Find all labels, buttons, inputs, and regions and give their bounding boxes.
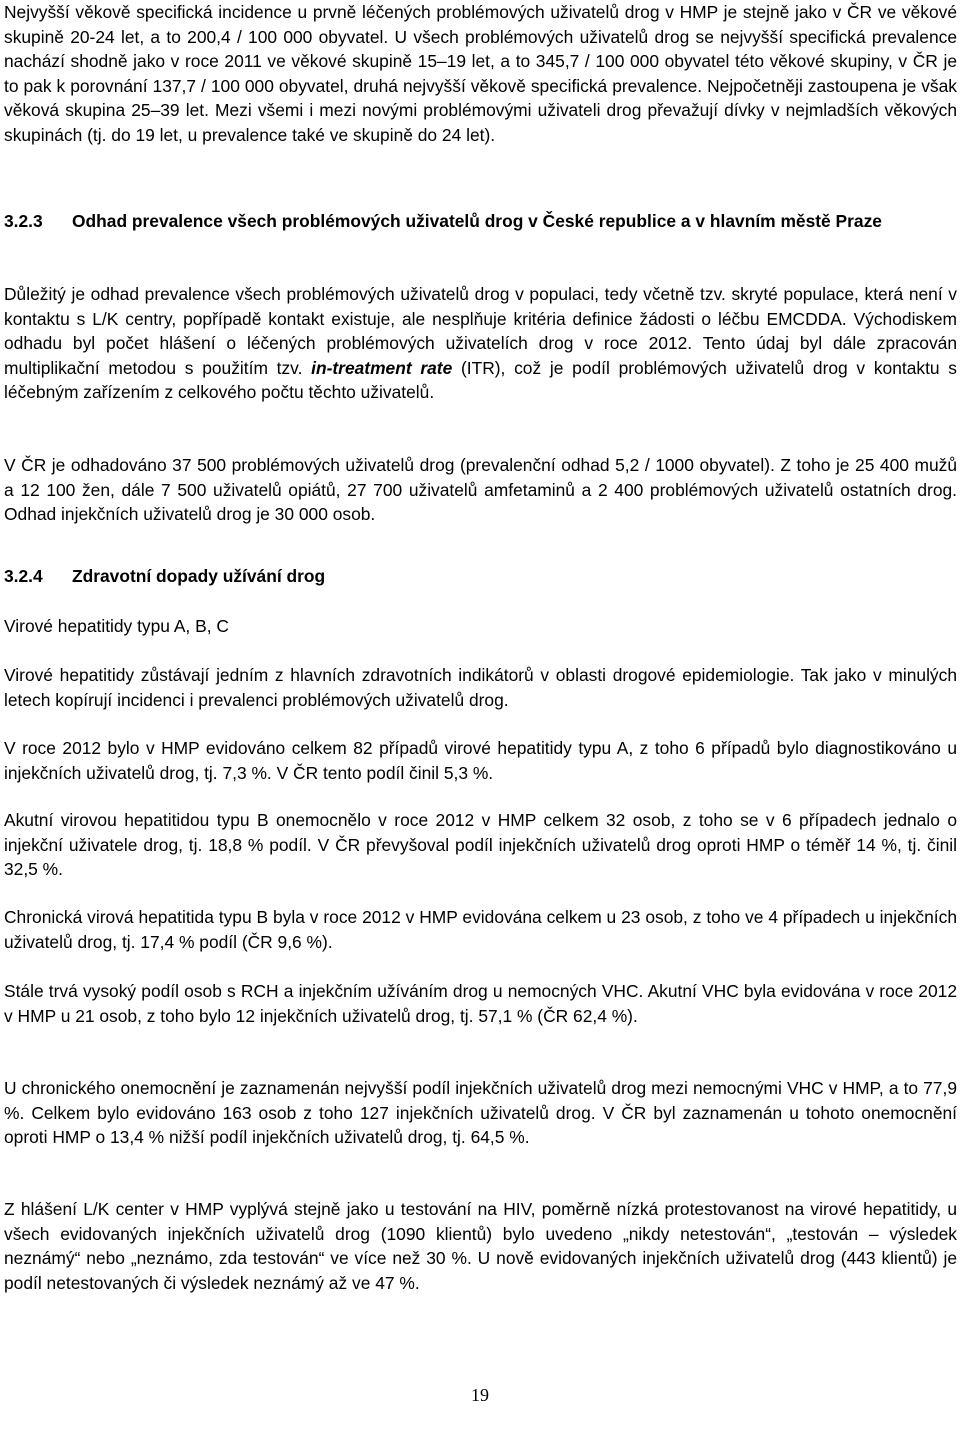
paragraph-text: Důležitý je odhad prevalence všech problémových uživatelů drog v populaci, tedy včetně tzv. skryté populace, která není v kontaktu s L/K centry, popřípadě kontakt existuje, ale nesplňuje kritéria definice žádosti o léčbu EMCDDA. Východiskem odhadu byl počet hlášení o léčených problémových uživatelích drog v roce 2012. Tento údaj byl dále zpracován multiplikační metodou s použitím tzv. [4,284,957,378]
paragraph-hepatitis-b-chronic [4,905,957,954]
paragraph-viral-hepatitis [4,663,957,712]
itr-term: in-treatment rate [311,357,453,378]
paragraph-text-container [4,282,957,405]
paragraph-text: U chronického onemocnění je zaznamenán nejvyšší podíl injekčních uživatelů drog mezi nemocnými VHC v HMP, a to 77,9 %. Celkem bylo evidováno 163 osob z toho 127 injekčních uživatelů drog. V ČR byl zaznamenán u tohoto onemocnění oproti HMP o 13,4 % nižší podíl injekčních uživatelů drog, tj. 64,5 %. [4,1078,957,1147]
section-heading-3-2-3 [4,209,957,234]
subheading-text: Virové hepatitidy typu A, B, C [4,616,229,636]
paragraph-text: V roce 2012 bylo v HMP evidováno celkem 82 případů virové hepatitidy typu A, z toho 6 případů bylo diagnostikováno u injekčních uživatelů drog, tj. 7,3 %. V ČR tento podíl činil 5,3 %. [4,738,957,783]
paragraph-vhc-chronic [4,1076,957,1150]
section-number: 3.2.4 [4,566,43,586]
paragraph-vhc-acute [4,979,957,1028]
paragraph-hepatitis-a [4,736,957,785]
paragraph-cr-estimate [4,453,957,527]
paragraph-lk-centers [4,1197,957,1295]
paragraph-text-continued: (ITR), což je podíl problémových uživatelů drog v kontaktu s léčebným zařízením z celkového počtu těchto uživatelů. [4,357,957,402]
paragraph-text: Akutní virovou hepatitidou typu B onemocnělo v roce 2012 v HMP celkem 32 osob, z toho se v 6 případech jednalo o injekční uživatele drog, tj. 18,8 % podíl. V ČR převyšoval podíl injekčních uživatelů drog oproti HMP o téměř 14 %, tj. činil 32,5 %. [4,810,957,879]
paragraph-text: V ČR je odhadováno 37 500 problémových uživatelů drog (prevalenční odhad 5,2 / 1000 obyvatel). Z toho je 25 400 mužů a 12 100 žen, dále 7 500 uživatelů opiátů, 27 700 uživatelů amfetaminů a 2 400 problémových uživatelů ostatních drog. Odhad injekčních uživatelů drog je 30 000 osob. [4,455,957,524]
paragraph-text: Chronická virová hepatitida typu B byla v roce 2012 v HMP evidována celkem u 23 osob, z toho ve 4 případech u injekčních uživatelů drog, tj. 17,4 % podíl (ČR 9,6 %). [4,907,957,952]
page-number: 19 [471,1385,489,1405]
section-title: Odhad prevalence všech problémových uživatelů drog v České republice a v hlavním městě Praze [72,211,882,231]
paragraph-age-incidence [4,0,957,147]
section-title: Zdravotní dopady užívání drog [72,566,326,586]
paragraph-text: Nejvyšší věkově specifická incidence u prvně léčených problémových uživatelů drog v HMP je stejně jako v ČR ve věkové skupině 20-24 let, a to 200,4 / 100 000 obyvatel. U všech problémových uživatelů drog se nejvyšší specifická prevalence nachází shodně jako v roce 2011 ve věkové skupině 15–19 let, a to 345,7 / 100 000 obyvatel této věkové skupiny, v ČR je to pak k porovnání 137,7 / 100 000 obyvatel, druhá nejvyšší věkově specifická prevalence. Nejpočetněji zastoupena je však věková skupina 25–39 let. Mezi všemi i mezi novými problémovými uživateli drog převažují dívky v nejmladších věkových skupinách (tj. do 19 let, u prevalence také ve skupině do 24 let). [4,2,957,145]
paragraph-hepatitis-b-acute [4,808,957,882]
paragraph-prevalence-estimate [4,282,957,405]
section-heading-3-2-4 [4,564,957,589]
paragraph-text: Stále trvá vysoký podíl osob s RCH a injekčním užíváním drog u nemocných VHC. Akutní VHC byla evidována v roce 2012 v HMP u 21 osob, z toho bylo 12 injekčních uživatelů drog, tj. 57,1 % (ČR 62,4 %). [4,981,957,1026]
subheading-viral-hepatitis [4,614,957,639]
paragraph-text: Z hlášení L/K center v HMP vyplývá stejně jako u testování na HIV, poměrně nízká protestovanost na virové hepatitidy, u všech evidovaných injekčních uživatelů drog (1090 klientů) bylo uvedeno „nikdy netestován“, „testován – výsledek neznámý“ nebo „neznámo, zda testován“ ve více než 30 %. U nově evidovaných injekčních uživatelů drog (443 klientů) je podíl netestovaných či výsledek neznámý až ve 47 %. [4,1199,957,1293]
section-number: 3.2.3 [4,211,43,231]
paragraph-text: Virové hepatitidy zůstávají jedním z hlavních zdravotních indikátorů v oblasti drogové epidemiologie. Tak jako v minulých letech kopírují incidenci i prevalenci problémových uživatelů drog. [4,665,957,710]
